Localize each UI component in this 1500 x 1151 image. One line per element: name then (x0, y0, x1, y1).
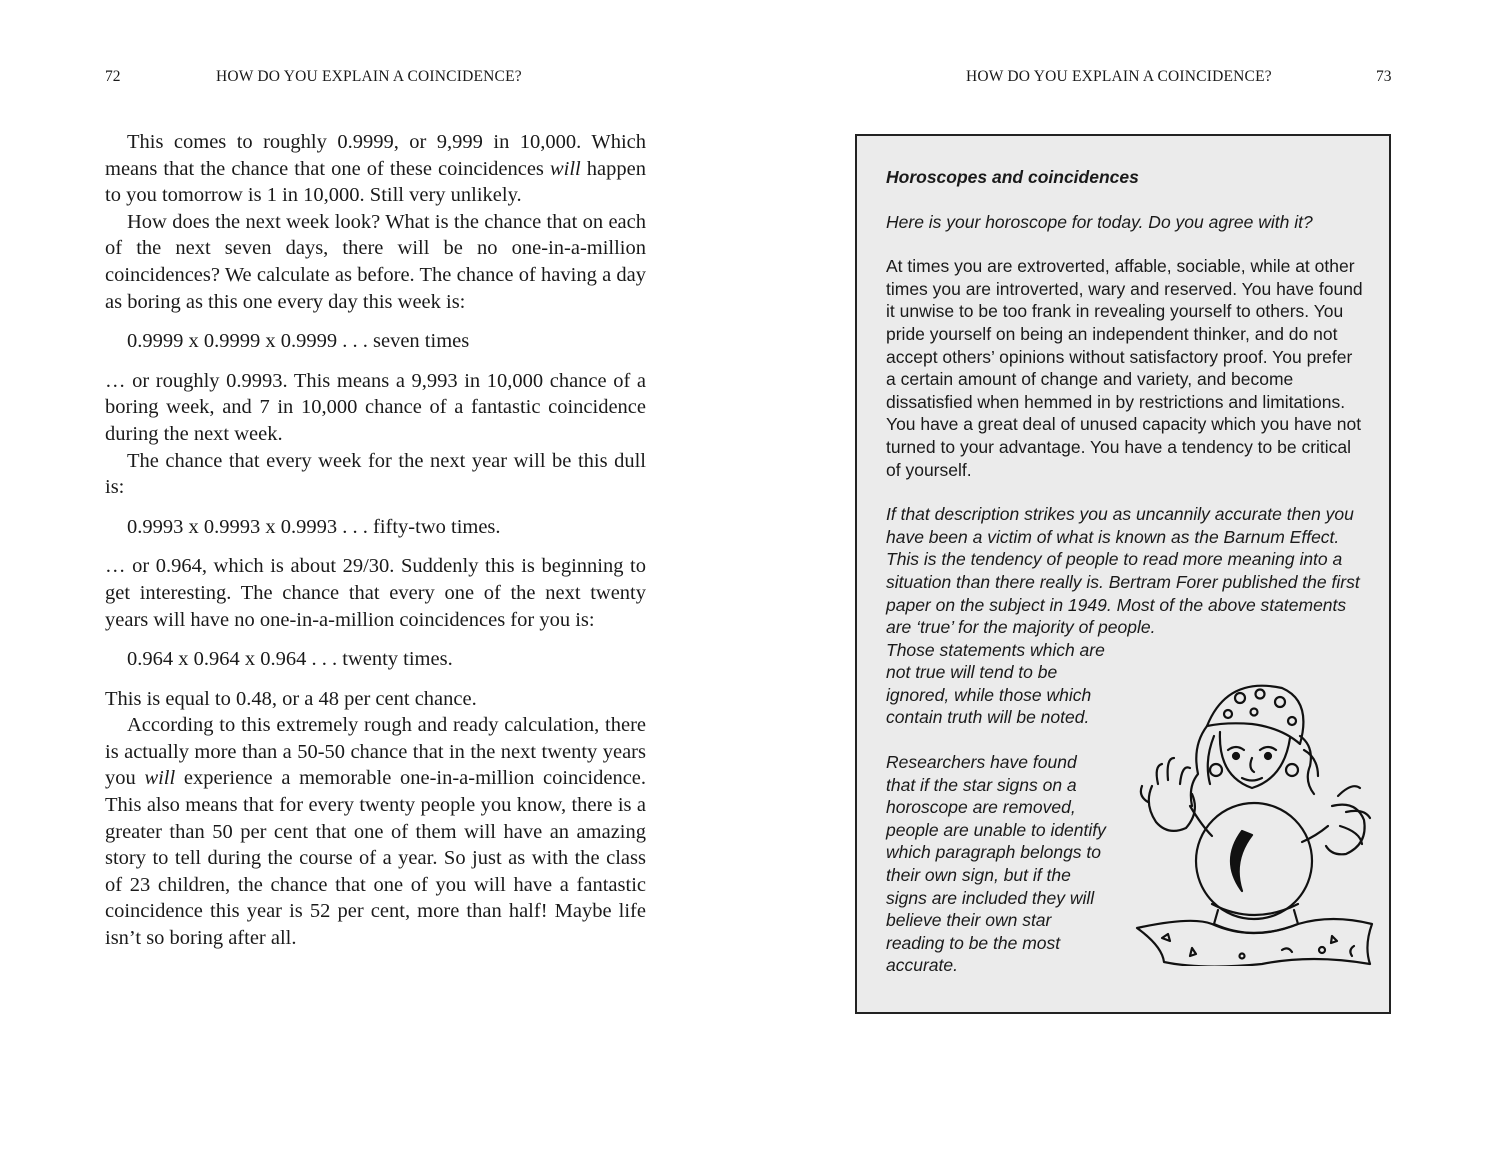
horoscope-boxout (855, 134, 1391, 1014)
page-number-right: 73 (1376, 68, 1392, 85)
equation-3: 0.964 x 0.964 x 0.964 . . . twenty times. (127, 648, 453, 671)
right-page (750, 0, 1500, 1151)
paragraph-3: … or roughly 0.9993. This means a 9,993 in 10,000 chance of a boring week, and 7 in 10,000 chance of a fantastic coincidence during the next week. (105, 369, 646, 445)
paragraph-2: How does the next week look? What is the chance that on each of the next seven days, there will be no one-in-a-million coincidences? We calculate as before. The chance of having a day as boring as this one every day this week is: (105, 210, 646, 313)
page-number-left: 72 (105, 68, 121, 85)
horoscope-text: At times you are extroverted, affable, sociable, while at other times you are introverted, wary and reserved. You have found it unwise to be too frank in revealing yourself to others. You pride yourself on being an independent thinker, and do not accept others’ opinions without satisfactory proof. You prefer a certain amount of change and variety, and become dissatisfied when hemmed in by restrictions and limitations. You have a great deal of unused capacity which you have not turned to your advantage. You have a tendency to be critical of yourself. (886, 256, 1363, 480)
barnum-effect-text: If that description strikes you as uncannily accurate then you have been a victim of what is known as the Barnum Effect. This is the tendency of people to read more meaning into a situation than there really is. Bertram Forer published the first paper on the subject in 1949. Most of the above statements are ‘true’ for the majority of people. (886, 504, 1360, 638)
paragraph-4: The chance that every week for the next year will be this dull is: (105, 449, 646, 499)
running-head-left: HOW DO YOU EXPLAIN A COINCIDENCE? (216, 68, 522, 85)
boxout-title: Horoscopes and coincidences (886, 167, 1139, 187)
paragraph-5: … or 0.964, which is about 29/30. Suddenly this is beginning to get interesting. The chance that every one of the next twenty years will have no one-in-a-million coincidences for you is: (105, 555, 646, 631)
paragraph-6: This is equal to 0.48, or a 48 per cent chance. (105, 687, 477, 710)
running-head-right: HOW DO YOU EXPLAIN A COINCIDENCE? (966, 68, 1272, 85)
boxout-intro: Here is your horoscope for today. Do you agree with it? (886, 211, 1313, 232)
left-body-text (105, 129, 646, 952)
research-text: Researchers have found that if the star signs on a horoscope are removed, people are unable to identify which paragraph belongs to their own sign, but if the signs are included they will believe their own star reading to be the most accurate. (886, 752, 1106, 976)
paragraph-1: This comes to roughly 0.9999, or 9,999 in 10,000. Which means that the chance that one of these coincidences will happen to you tomorrow is 1 in 10,000. Still very unlikely. (105, 131, 647, 207)
equation-2: 0.9993 x 0.9993 x 0.9993 . . . fifty-two times. (127, 515, 501, 538)
barnum-effect-continued: Those statements which are not true will tend to be ignored, while those which contain truth will be noted. (886, 639, 1105, 728)
equation-1: 0.9999 x 0.9999 x 0.9999 . . . seven times (127, 330, 470, 353)
fortune-teller-illustration (1132, 666, 1377, 966)
paragraph-7: According to this extremely rough and ready calculation, there is actually more than a 50-50 chance that in the next twenty years you will experience a memorable one-in-a-million coincidence. This also means that for every twenty people you know, there is a greater than 50 per cent that one of them will have an amazing story to tell during the course of a year. So just as with the class of 23 children, the chance that one of you will have a fantastic coincidence this year is 52 per cent, more than half! Maybe life isn’t so boring after all. (105, 714, 647, 950)
